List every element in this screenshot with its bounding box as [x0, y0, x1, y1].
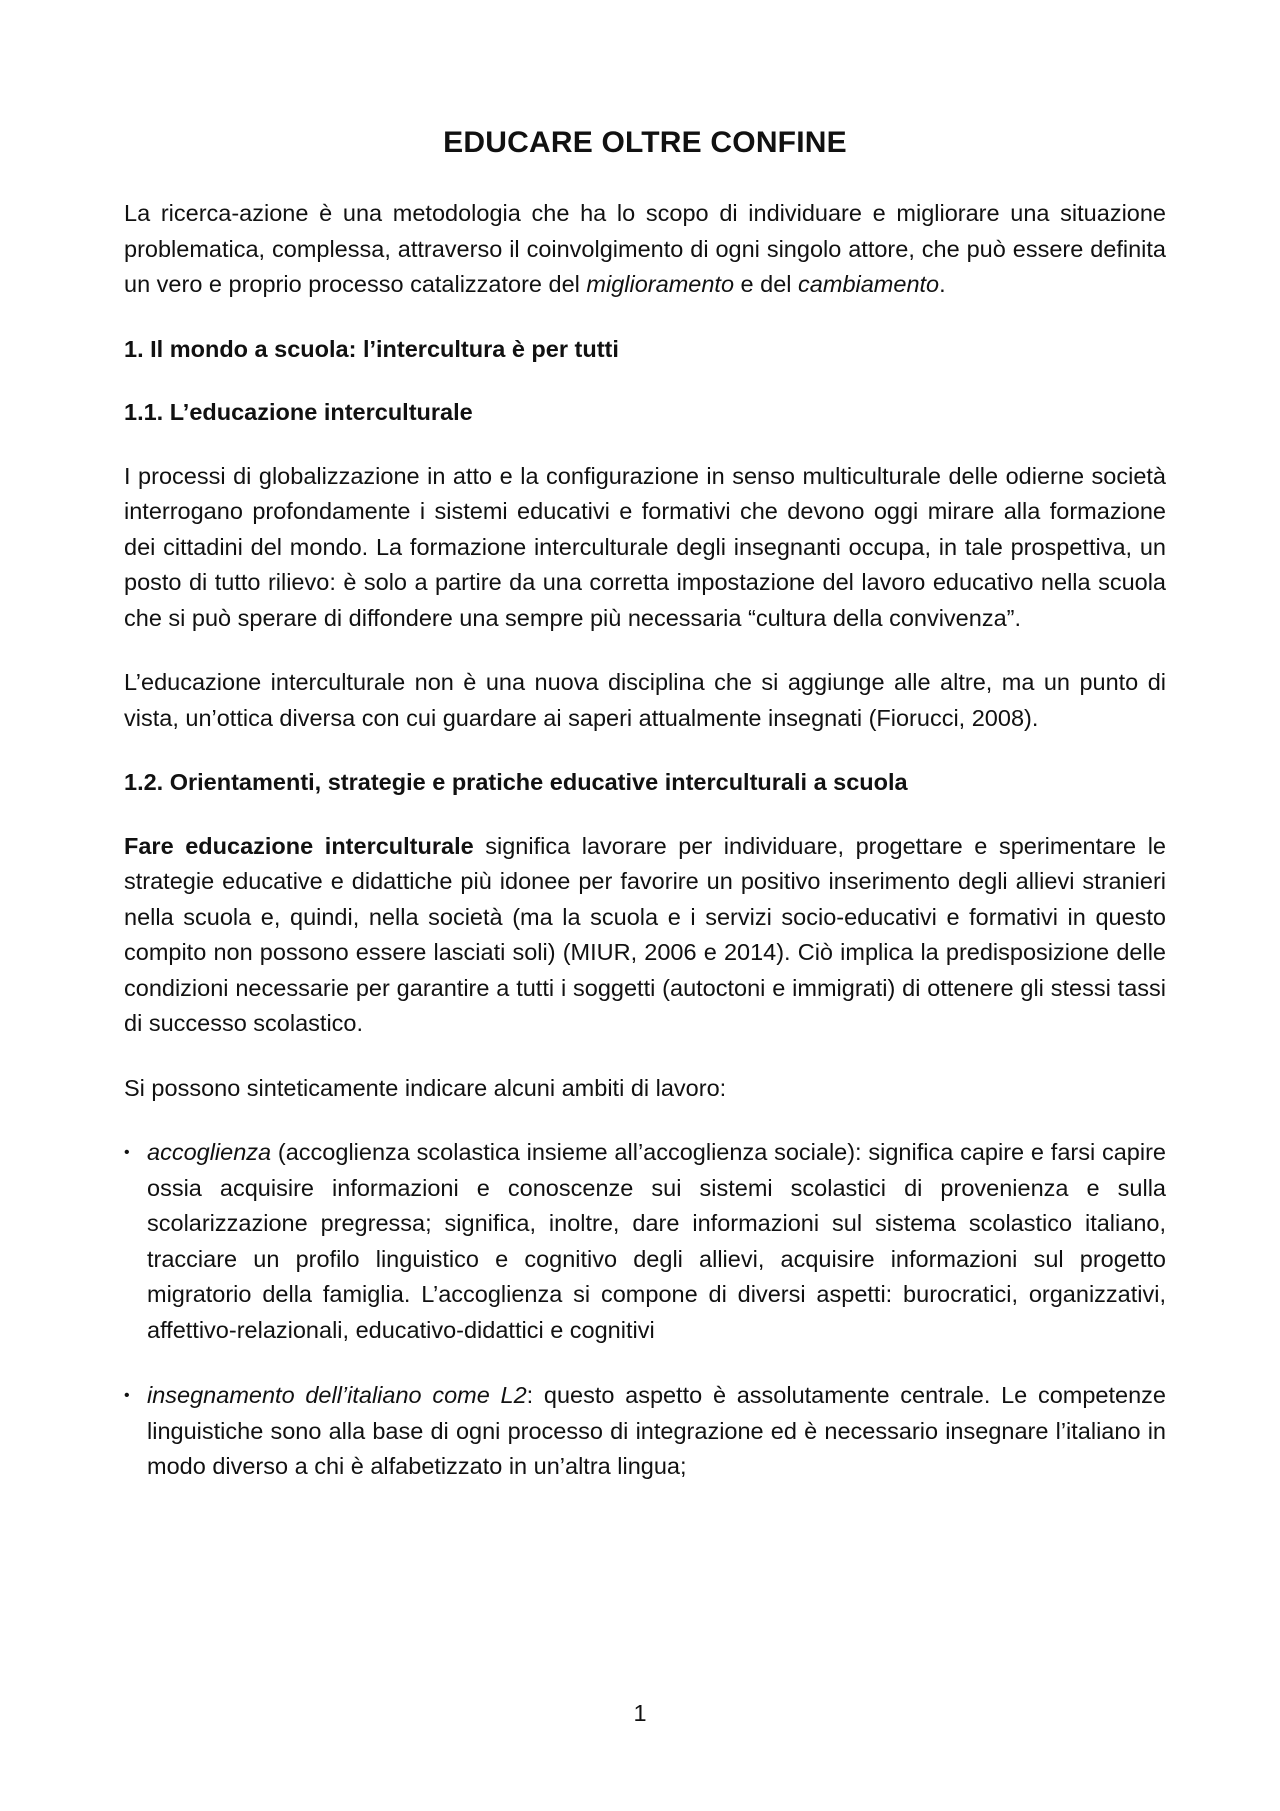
section-1-2-heading: 1.2. Orientamenti, strategie e pratiche educative interculturali a scuola	[124, 769, 908, 795]
section-1-2-paragraph-1-text: significa lavorare per individuare, progettare e sperimentare le strategie educative e didattiche più idonee per favorire un positivo inserimento degli allievi stranieri nella scuola e, quindi, nella società (ma la scuola e i servizi socio-educativi e formativi in questo compito non possono essere lasciati soli) (MIUR, 2006 e 2014). Ciò implica la predisposizione delle condizioni necessarie per garantire a tutti i soggetti (autoctoni e immigrati) di ottenere gli stessi tassi di successo scolastico.	[124, 832, 1166, 1036]
list-item-term: insegnamento dell’italiano come L2	[147, 1382, 527, 1408]
work-areas-list	[124, 1135, 1166, 1485]
document-title: EDUCARE OLTRE CONFINE	[443, 126, 847, 159]
intro-emphasis-1: miglioramento	[586, 271, 735, 297]
list-item-term: accoglienza	[147, 1139, 272, 1165]
page-number: 1	[633, 1700, 647, 1726]
intro-paragraph	[124, 196, 1166, 303]
bullet-icon: •	[124, 1387, 130, 1404]
intro-text-2: e del	[734, 271, 799, 297]
list-item	[124, 1135, 1166, 1348]
section-1-1-paragraph-2: L’educazione interculturale non è una nuova disciplina che si aggiunge alle altre, ma un punto di vista, un’ottica diversa con cui guardare ai saperi attualmente insegnati (Fiorucci, 2008).	[124, 669, 1166, 731]
document-page	[124, 120, 1166, 1485]
section-1-1-heading: 1.1. L’educazione interculturale	[124, 399, 473, 425]
section-1-1-paragraph-1: I processi di globalizzazione in atto e la configurazione in senso multiculturale delle odierne società interrogano profondamente i sistemi educativi e formativi che devono oggi mirare alla formazione dei cittadini del mondo. La formazione interculturale degli insegnanti occupa, in tale prospettiva, un posto di tutto rilievo: è solo a partire da una corretta impostazione del lavoro educativo nella scuola che si può sperare di diffondere una sempre più necessaria “cultura della convivenza”.	[124, 462, 1166, 631]
intro-text-3: .	[939, 271, 946, 297]
intro-text-1: La ricerca-azione è una metodologia che ha lo scopo di individuare e migliorare una situazione problematica, complessa, attraverso il coinvolgimento di ogni singolo attore, che può essere definita un vero e proprio processo catalizzatore del	[124, 200, 1166, 297]
list-item-text: : questo aspetto è assolutamente centrale. Le competenze linguistiche sono alla base di ogni processo di integrazione ed è necessario insegnare l’italiano in modo diverso a chi è alfabetizzato in un’altra lingua;	[147, 1382, 1166, 1479]
list-item	[124, 1378, 1166, 1485]
key-phrase-bold: Fare educazione interculturale	[124, 832, 474, 859]
list-item-text: (accoglienza scolastica insieme all’accoglienza sociale): significa capire e farsi capire ossia acquisire informazioni e conoscenze sui sistemi scolastici di provenienza e sulla scolarizzazione pregressa; significa, inoltre, dare informazioni sul sistema scolastico italiano, tracciare un profilo linguistico e cognitivo degli allievi, acquisire informazioni sul progetto migratorio della famiglia. L’accoglienza si compone di diversi aspetti: burocratici, organizzativi, affettivo-relazionali, educativo-didattici e cognitivi	[147, 1139, 1166, 1343]
section-1-heading: 1. Il mondo a scuola: l’intercultura è per tutti	[124, 335, 619, 362]
section-1-2-paragraph-2: Si possono sinteticamente indicare alcuni ambiti di lavoro:	[124, 1074, 727, 1101]
intro-emphasis-2: cambiamento	[798, 271, 940, 297]
section-1-2-paragraph-1	[124, 829, 1166, 1042]
bullet-icon: •	[124, 1144, 130, 1161]
